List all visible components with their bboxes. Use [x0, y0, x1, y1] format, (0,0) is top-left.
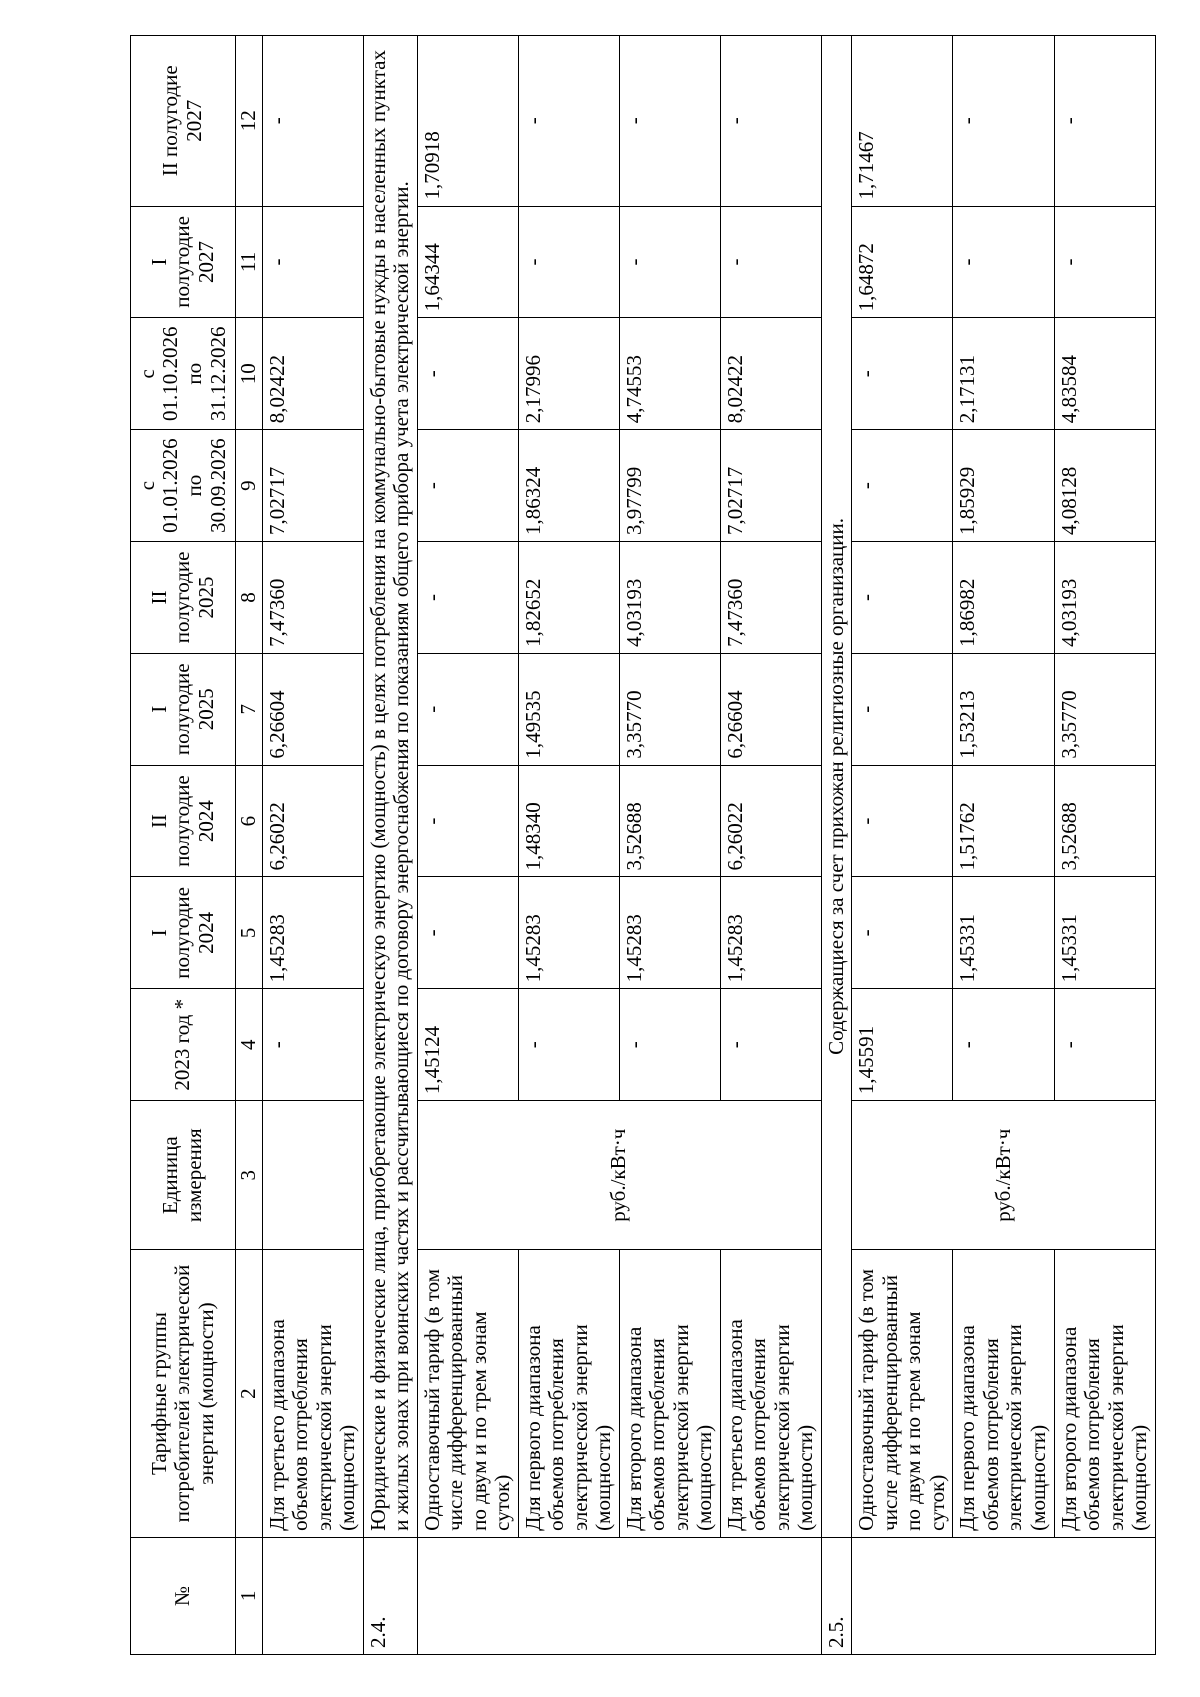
value-cell: 8,02422 — [262, 318, 363, 430]
table-row — [417, 36, 518, 1655]
header-no: № — [131, 1537, 236, 1654]
value-cell: 1,71467 — [852, 36, 953, 207]
header-period: с 01.10.2026 по 31.12.2026 — [131, 318, 236, 430]
value-cell: 1,45283 — [619, 877, 720, 989]
value-cell: - — [1054, 206, 1155, 318]
value-cell: - — [953, 206, 1054, 318]
tariff-table — [130, 35, 1156, 1655]
header-period: с 01.01.2026 по 30.09.2026 — [131, 430, 236, 542]
value-cell: - — [619, 206, 720, 318]
row-label: Для второго диапазона объемов потребления электрической энергии (мощности) — [1054, 1250, 1155, 1538]
value-cell: 2,17996 — [518, 318, 619, 430]
value-cell: 1,45331 — [1054, 877, 1155, 989]
column-number: 5 — [236, 877, 263, 989]
value-cell: - — [518, 206, 619, 318]
header-period: I полугодие 2025 — [131, 653, 236, 765]
header-row — [131, 36, 236, 1655]
row-label: Для первого диапазона объемов потребления электрической энергии (мощности) — [518, 1250, 619, 1538]
header-period: II полугодие 2024 — [131, 765, 236, 877]
value-cell: 7,47360 — [262, 542, 363, 654]
value-cell: 4,03193 — [619, 542, 720, 654]
value-cell: - — [417, 653, 518, 765]
value-cell: - — [518, 989, 619, 1101]
header-period: II полугодие 2027 — [131, 36, 236, 207]
header-unit: Единица измерения — [131, 1101, 236, 1250]
header-period: I полугодие 2027 — [131, 206, 236, 318]
value-cell: 1,45283 — [262, 877, 363, 989]
value-cell: 3,35770 — [619, 653, 720, 765]
value-cell: 3,52688 — [619, 765, 720, 877]
value-cell: - — [417, 877, 518, 989]
value-cell: 6,26022 — [262, 765, 363, 877]
value-cell: - — [852, 542, 953, 654]
value-cell: 1,48340 — [518, 765, 619, 877]
rotated-page — [130, 35, 1152, 1655]
header-period: II полугодие 2025 — [131, 542, 236, 654]
row-label: Для третьего диапазона объемов потребления электрической энергии (мощности) — [262, 1250, 363, 1538]
value-cell: 1,45283 — [518, 877, 619, 989]
value-cell: 1,51762 — [953, 765, 1054, 877]
section-row — [363, 36, 417, 1655]
section-number: 2.5. — [821, 1537, 852, 1654]
value-cell: - — [262, 206, 363, 318]
value-cell: 1,45591 — [852, 989, 953, 1101]
value-cell: 2,17131 — [953, 318, 1054, 430]
value-cell: 1,86324 — [518, 430, 619, 542]
value-cell: - — [720, 989, 821, 1101]
value-cell: - — [852, 430, 953, 542]
value-cell: 1,64872 — [852, 206, 953, 318]
value-cell: - — [852, 653, 953, 765]
column-number: 4 — [236, 989, 263, 1101]
value-cell: - — [953, 989, 1054, 1101]
table-row — [262, 36, 363, 1655]
unit-cell: руб./кВт·ч — [417, 1101, 821, 1250]
value-cell: 7,02717 — [720, 430, 821, 542]
value-cell: - — [720, 206, 821, 318]
value-cell: - — [953, 36, 1054, 207]
section-number: 2.4. — [363, 1537, 417, 1654]
table-row — [953, 36, 1054, 1655]
value-cell: 1,45283 — [720, 877, 821, 989]
header-group: Тарифные группы потребителей электрической энергии (мощности) — [131, 1250, 236, 1538]
value-cell: - — [619, 989, 720, 1101]
header-period: 2023 год * — [131, 989, 236, 1101]
value-cell: 4,74553 — [619, 318, 720, 430]
section-row — [821, 36, 852, 1655]
value-cell: - — [518, 36, 619, 207]
row-label: Для первого диапазона объемов потребления электрической энергии (мощности) — [953, 1250, 1054, 1538]
column-number: 7 — [236, 653, 263, 765]
value-cell: - — [619, 36, 720, 207]
table-row — [1054, 36, 1155, 1655]
value-cell: 4,83584 — [1054, 318, 1155, 430]
value-cell: 1,53213 — [953, 653, 1054, 765]
row-label: Одноставочный тариф (в том числе дифференцированный по двум и по трем зонам суток) — [852, 1250, 953, 1538]
value-cell: - — [417, 430, 518, 542]
value-cell: 6,26604 — [720, 653, 821, 765]
value-cell: 3,35770 — [1054, 653, 1155, 765]
value-cell: - — [852, 765, 953, 877]
value-cell: 1,86982 — [953, 542, 1054, 654]
value-cell: - — [417, 542, 518, 654]
column-number: 12 — [236, 36, 263, 207]
table-row — [518, 36, 619, 1655]
value-cell: - — [417, 318, 518, 430]
column-number: 10 — [236, 318, 263, 430]
value-cell: 7,47360 — [720, 542, 821, 654]
column-number: 1 — [236, 1537, 263, 1654]
value-cell: 1,45124 — [417, 989, 518, 1101]
value-cell: 1,64344 — [417, 206, 518, 318]
column-number: 9 — [236, 430, 263, 542]
row-label: Для второго диапазона объемов потребления электрической энергии (мощности) — [619, 1250, 720, 1538]
value-cell: 3,97799 — [619, 430, 720, 542]
value-cell: - — [262, 989, 363, 1101]
header-period: I полугодие 2024 — [131, 877, 236, 989]
value-cell: 1,70918 — [417, 36, 518, 207]
unit-cell: руб./кВт·ч — [852, 1101, 1155, 1250]
value-cell: - — [852, 318, 953, 430]
row-label: Для третьего диапазона объемов потребления электрической энергии (мощности) — [720, 1250, 821, 1538]
value-cell: - — [262, 36, 363, 207]
value-cell: 1,49535 — [518, 653, 619, 765]
value-cell: 6,26604 — [262, 653, 363, 765]
column-number: 2 — [236, 1250, 263, 1538]
value-cell: 6,26022 — [720, 765, 821, 877]
value-cell: - — [417, 765, 518, 877]
value-cell: - — [1054, 36, 1155, 207]
table-row — [852, 36, 953, 1655]
value-cell: 8,02422 — [720, 318, 821, 430]
section-title: Юридические и физические лица, приобретающие электрическую энергию (мощность) в целях потребления на коммунально-бытовые нужды в населенных пунктах и жилых зонах при воинских частях и рассчитывающиеся по договору энергоснабжения по показаниям общего прибора учета электрической энергии. — [363, 36, 417, 1538]
table-row — [619, 36, 720, 1655]
row-label: Одноставочный тариф (в том числе дифференцированный по двум и по трем зонам суток) — [417, 1250, 518, 1538]
value-cell: 4,03193 — [1054, 542, 1155, 654]
column-number: 3 — [236, 1101, 263, 1250]
value-cell: 4,08128 — [1054, 430, 1155, 542]
column-number: 6 — [236, 765, 263, 877]
section-title: Содержащиеся за счет прихожан религиозные организации. — [821, 36, 852, 1538]
value-cell: - — [720, 36, 821, 207]
value-cell: 7,02717 — [262, 430, 363, 542]
table-row — [720, 36, 821, 1655]
column-number-row — [236, 36, 263, 1655]
value-cell: - — [852, 877, 953, 989]
value-cell: 3,52688 — [1054, 765, 1155, 877]
column-number: 11 — [236, 206, 263, 318]
column-number: 8 — [236, 542, 263, 654]
value-cell: 1,82652 — [518, 542, 619, 654]
value-cell: 1,85929 — [953, 430, 1054, 542]
value-cell: - — [1054, 989, 1155, 1101]
value-cell: 1,45331 — [953, 877, 1054, 989]
